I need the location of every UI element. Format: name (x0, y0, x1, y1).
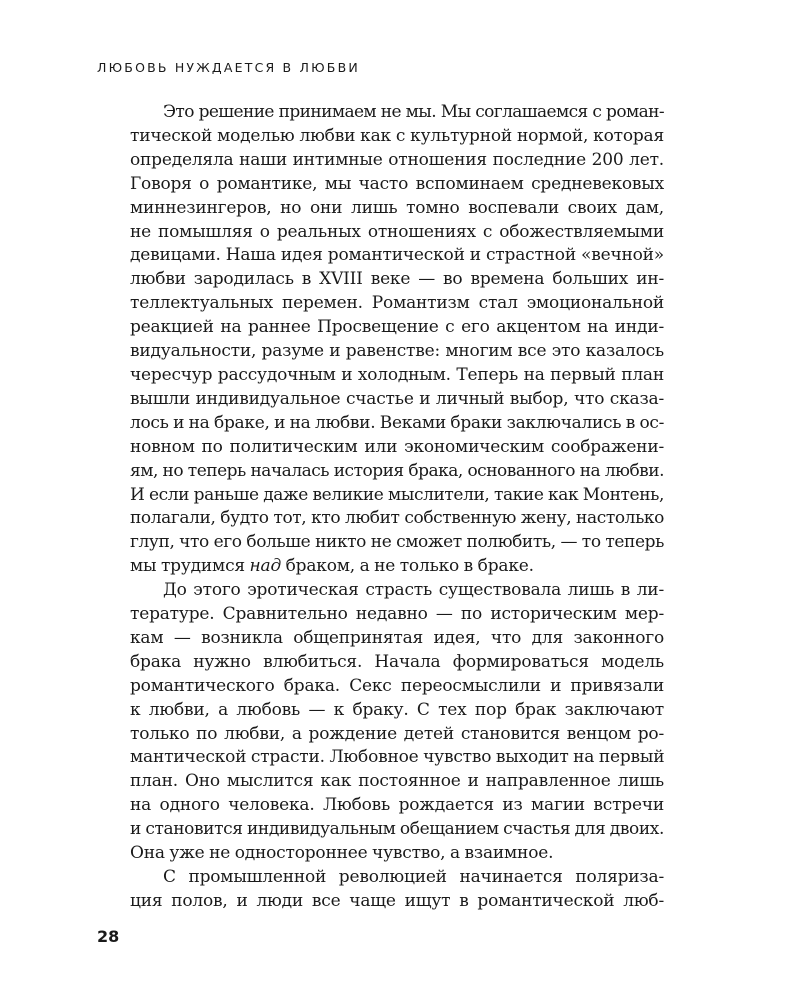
body-text (97, 101, 664, 914)
text-line: лось и на браке, и на любви. Веками браки заключались в ос- (130, 412, 665, 433)
text-line: чересчур рассудочным и холодным. Теперь на первый план (130, 364, 664, 385)
text-line: брака нужно влюбиться. Начала формироваться модель (130, 651, 664, 672)
text-line: теллектуальных перемен. Романтизм стал эмоциональной (130, 293, 664, 314)
text-line: на одного человека. Любовь рождается из магии встречи (130, 795, 664, 816)
text-line: миннезингеров, но они лишь томно воспевали своих дам, (130, 197, 664, 218)
text-line: к любви, а любовь — к браку. С тех пор брак заключают (130, 699, 664, 720)
text-fragment: браком, а не только в браке. (281, 556, 534, 577)
paragraph-3 (97, 866, 664, 914)
text-line (97, 555, 664, 579)
paragraph-2 (97, 579, 664, 866)
text-line: только по любви, а рождение детей становится венцом ро- (130, 723, 664, 744)
paragraph-1 (97, 101, 664, 579)
text-line: тературе. Сравнительно недавно — по историческим мер- (130, 604, 664, 625)
page-number: 28 (97, 927, 120, 946)
emphasis: над (249, 556, 282, 577)
text-line: не помышляя о реальных отношениях с обожествляемыми (130, 221, 664, 242)
text-line: вышли индивидуальное счастье и личный выбор, что сказа- (130, 388, 664, 409)
text-line: романтического брака. Секс переосмыслили и привязали (130, 675, 664, 696)
text-line: новном по политическим или экономическим соображени- (130, 436, 664, 457)
text-line: Она уже не одностороннее чувство, а взаимное. (130, 843, 554, 864)
text-line: мантической страсти. Любовное чувство выходит на первый (130, 747, 665, 768)
running-head: ЛЮБОВЬ НУЖДАЕТСЯ В ЛЮБВИ (97, 60, 360, 75)
text-line: Это решение принимаем не мы. Мы соглашаемся с роман- (163, 102, 664, 122)
text-line: план. Оно мыслится как постоянное и направленное лишь (130, 771, 664, 792)
text-line: определяла наши интимные отношения последние 200 лет. (130, 149, 664, 170)
text-line: девицами. Наша идея романтической и страстной «вечной» (130, 245, 664, 266)
text-line: реакцией на раннее Просвещение с его акцентом на инди- (130, 317, 664, 338)
text-line: С промышленной революцией начинается поляриза- (163, 867, 664, 887)
text-line: тической моделью любви как с культурной нормой, которая (130, 125, 664, 146)
text-line: любви зародилась в XVIII веке — во времена больших ин- (130, 269, 664, 290)
text-line: ция полов, и люди все чаще ищут в романтической люб- (130, 890, 664, 911)
text-line: и становится индивидуальным обещанием счастья для двоих. (130, 819, 664, 840)
text-fragment: мы трудимся (130, 556, 250, 577)
text-line: ям, но теперь началась история брака, основанного на любви. (130, 460, 664, 481)
text-line: кам — возникла общепринятая идея, что для законного (130, 627, 664, 648)
text-line: До этого эротическая страсть существовала лишь в ли- (163, 580, 664, 601)
text-line: глуп, что его больше никто не сможет полюбить, — то теперь (130, 532, 664, 553)
text-line: видуальности, разуме и равенстве: многим все это казалось (130, 341, 664, 362)
text-line: полагали, будто тот, кто любит собственную жену, настолько (130, 508, 664, 529)
text-line: И если раньше даже великие мыслители, такие как Монтень, (130, 484, 664, 505)
text-line: Говоря о романтике, мы часто вспоминаем средневековых (130, 173, 664, 194)
